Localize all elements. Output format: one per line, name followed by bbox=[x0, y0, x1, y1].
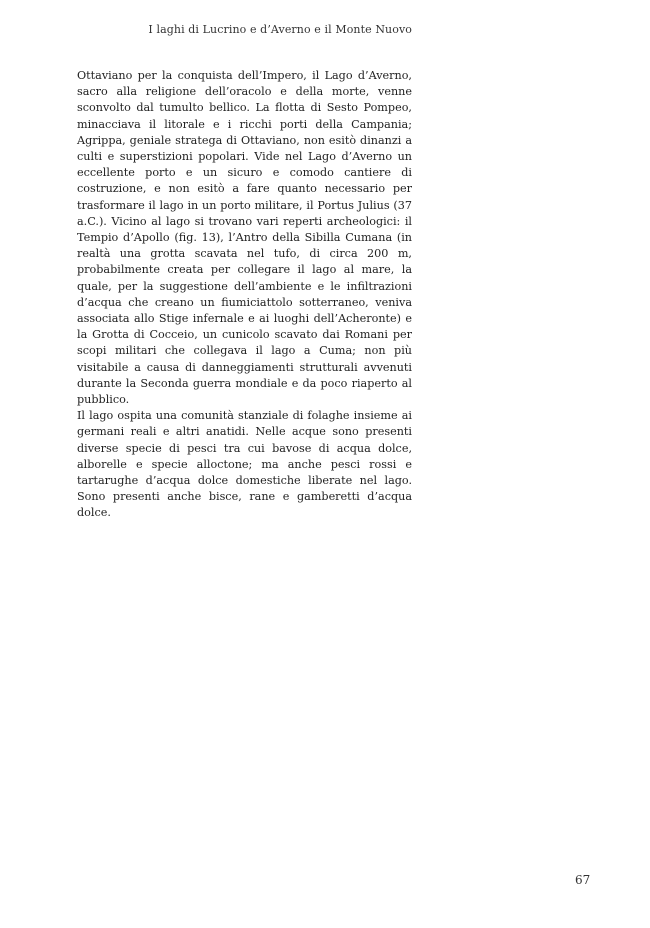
body-text bbox=[77, 68, 412, 522]
running-header: I laghi di Lucrino e d’Averno e il Monte Nuovo bbox=[148, 23, 412, 36]
page-number: 67 bbox=[575, 873, 591, 887]
paragraph-fauna: Il lago ospita una comunità stanziale di folaghe insieme ai germani reali e altri anatidi. Nelle acque sono presenti diverse specie di pesci tra cui bavose di acqua dolce, alborelle e specie alloctone; ma anche pesci rossi e tartarughe d’acqua dolce domestiche liberate nel lago. Sono presenti anche bisce, rane e gamberetti d’acqua dolce. bbox=[77, 409, 412, 520]
paragraph-history: Ottaviano per la conquista dell’Impero, il Lago d’Averno, sacro alla religione dell’oracolo e della morte, venne sconvolto dal tumulto bellico. La flotta di Sesto Pompeo, minacciava il litorale e i ricchi porti della Campania; Agrippa, geniale stratega di Ottaviano, non esitò dinanzi a culti e superstizioni popolari. Vide nel Lago d’Averno un eccellente porto e un sicuro e comodo cantiere di costruzione, e non esitò a fare quanto necessario per trasformare il lago in un porto militare, il Portus Julius (37 a.C.). Vicino al lago si trovano vari reperti archeologici: il Tempio d’Apollo (fig. 13), l’Antro della Sibilla Cumana (in realtà una grotta scavata nel tufo, di circa 200 m, probabilmente creata per collegare il lago al mare, la quale, per la suggestione dell’ambiente e le infiltrazioni d’acqua che creano un fiumiciattolo sotterraneo, veniva associata allo Stige infernale e ai luoghi dell’Acheronte) e la Grotta di Cocceio, un cunicolo scavato dai Romani per scopi militari che collegava il lago a Cuma; non più visitabile a causa di danneggiamenti strutturali avvenuti durante la Seconda guerra mondiale e da poco riaperto al pubblico. bbox=[77, 69, 412, 407]
